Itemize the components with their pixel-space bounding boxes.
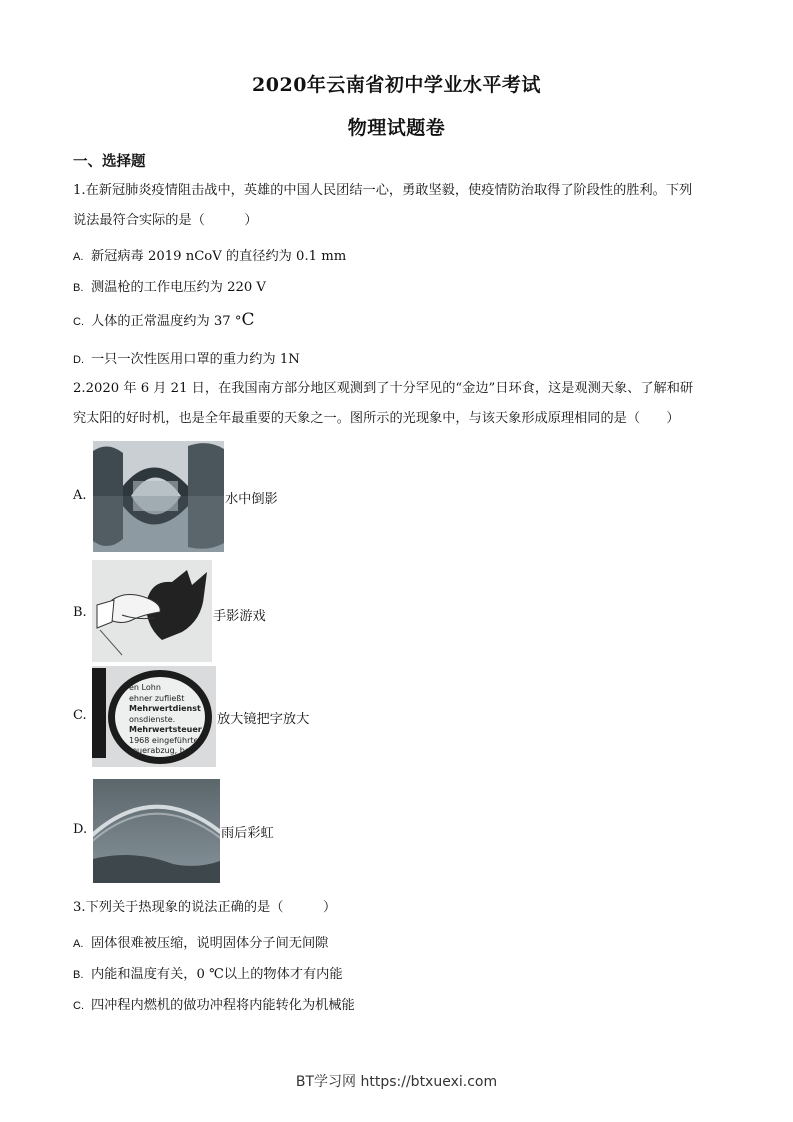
q1-option-a	[73, 245, 346, 264]
rainbow-image	[93, 779, 220, 883]
q1-option-d	[73, 348, 300, 367]
section-heading: 一、选择题	[73, 153, 146, 170]
q2-option-b-caption: 手影游戏	[213, 609, 266, 624]
magnifier-handle	[92, 668, 106, 758]
q1-stem-line2: 说法最符合实际的是（ ）	[73, 213, 258, 228]
option-label: C.	[73, 316, 84, 328]
option-text: 四冲程内燃机的做功冲程将内能转化为机械能	[91, 998, 355, 1013]
q3-stem: 3.下列关于热现象的说法正确的是（ ）	[73, 900, 337, 915]
option-label: A.	[73, 938, 84, 950]
q1-option-c	[73, 310, 254, 330]
option-label: D.	[73, 354, 84, 366]
option-label: B.	[73, 282, 84, 294]
magnified-text-line: Mehrwertdienst	[129, 704, 201, 713]
hand-shadow-image	[92, 560, 212, 662]
option-label: B.	[73, 969, 84, 981]
q3-option-a	[73, 932, 328, 951]
celsius-unit: C	[241, 310, 255, 330]
water-reflection-image	[93, 441, 224, 552]
magnified-text-line: pfang der	[129, 756, 168, 764]
q2-option-d-caption: 雨后彩虹	[221, 826, 274, 841]
magnified-text-line: onsdienste.	[129, 714, 176, 724]
option-text: 人体的正常温度约为 37 °	[91, 314, 242, 329]
q3-option-c	[73, 994, 355, 1013]
footer-watermark: BT学习网 https://btxuexi.com	[295, 1074, 498, 1090]
exam-title: 2020年云南省初中学业水平考试	[252, 74, 541, 96]
magnifier-lens	[108, 670, 212, 764]
option-text: 新冠病毒 2019 nCoV 的直径约为 0.1 mm	[91, 249, 347, 264]
q3-option-b	[73, 963, 343, 982]
option-text: 测温枪的工作电压约为 220 V	[91, 280, 266, 295]
magnified-text-line: teuerabzug, bei	[129, 746, 192, 755]
q2-option-d-label: D.	[73, 822, 88, 837]
magnified-text-line: Mehrwertsteuer	[129, 725, 202, 734]
q2-option-a-label: A.	[73, 488, 87, 503]
q2-stem-line2: 究太阳的好时机，也是全年最重要的天象之一。图所示的光现象中，与该天象形成原理相同的是（ ）	[73, 411, 680, 426]
magnified-text-line: en Lohn	[129, 683, 161, 692]
exam-subtitle: 物理试题卷	[347, 117, 446, 139]
q2-option-a-caption: 水中倒影	[225, 492, 278, 507]
option-label: A.	[73, 251, 84, 263]
q2-stem-line1: 2.2020 年 6 月 21 日，在我国南方部分地区观测到了十分罕见的“金边”日环食，这是观测天象、了解和研	[73, 381, 694, 396]
q1-option-b	[73, 276, 266, 295]
magnified-text-line: 1968 eingeführte	[129, 735, 199, 745]
option-text: 内能和温度有关，0 ℃以上的物体才有内能	[91, 967, 343, 982]
q2-option-b-label: B.	[73, 605, 87, 620]
magnifier-image	[92, 666, 216, 767]
q2-option-c-label: C.	[73, 708, 87, 723]
q1-stem-line1: 1.在新冠肺炎疫情阻击战中，英雄的中国人民团结一心，勇敢坚毅，使疫情防治取得了阶段性的胜利。下列	[73, 183, 693, 198]
magnified-text-line: ehner zufließt	[129, 693, 185, 703]
q2-option-c-caption: 放大镜把字放大	[217, 712, 310, 727]
option-text: 固体很难被压缩，说明固体分子间无间隙	[91, 936, 329, 951]
option-text: 一只一次性医用口罩的重力约为 1N	[91, 352, 300, 367]
option-label: C.	[73, 1000, 84, 1012]
